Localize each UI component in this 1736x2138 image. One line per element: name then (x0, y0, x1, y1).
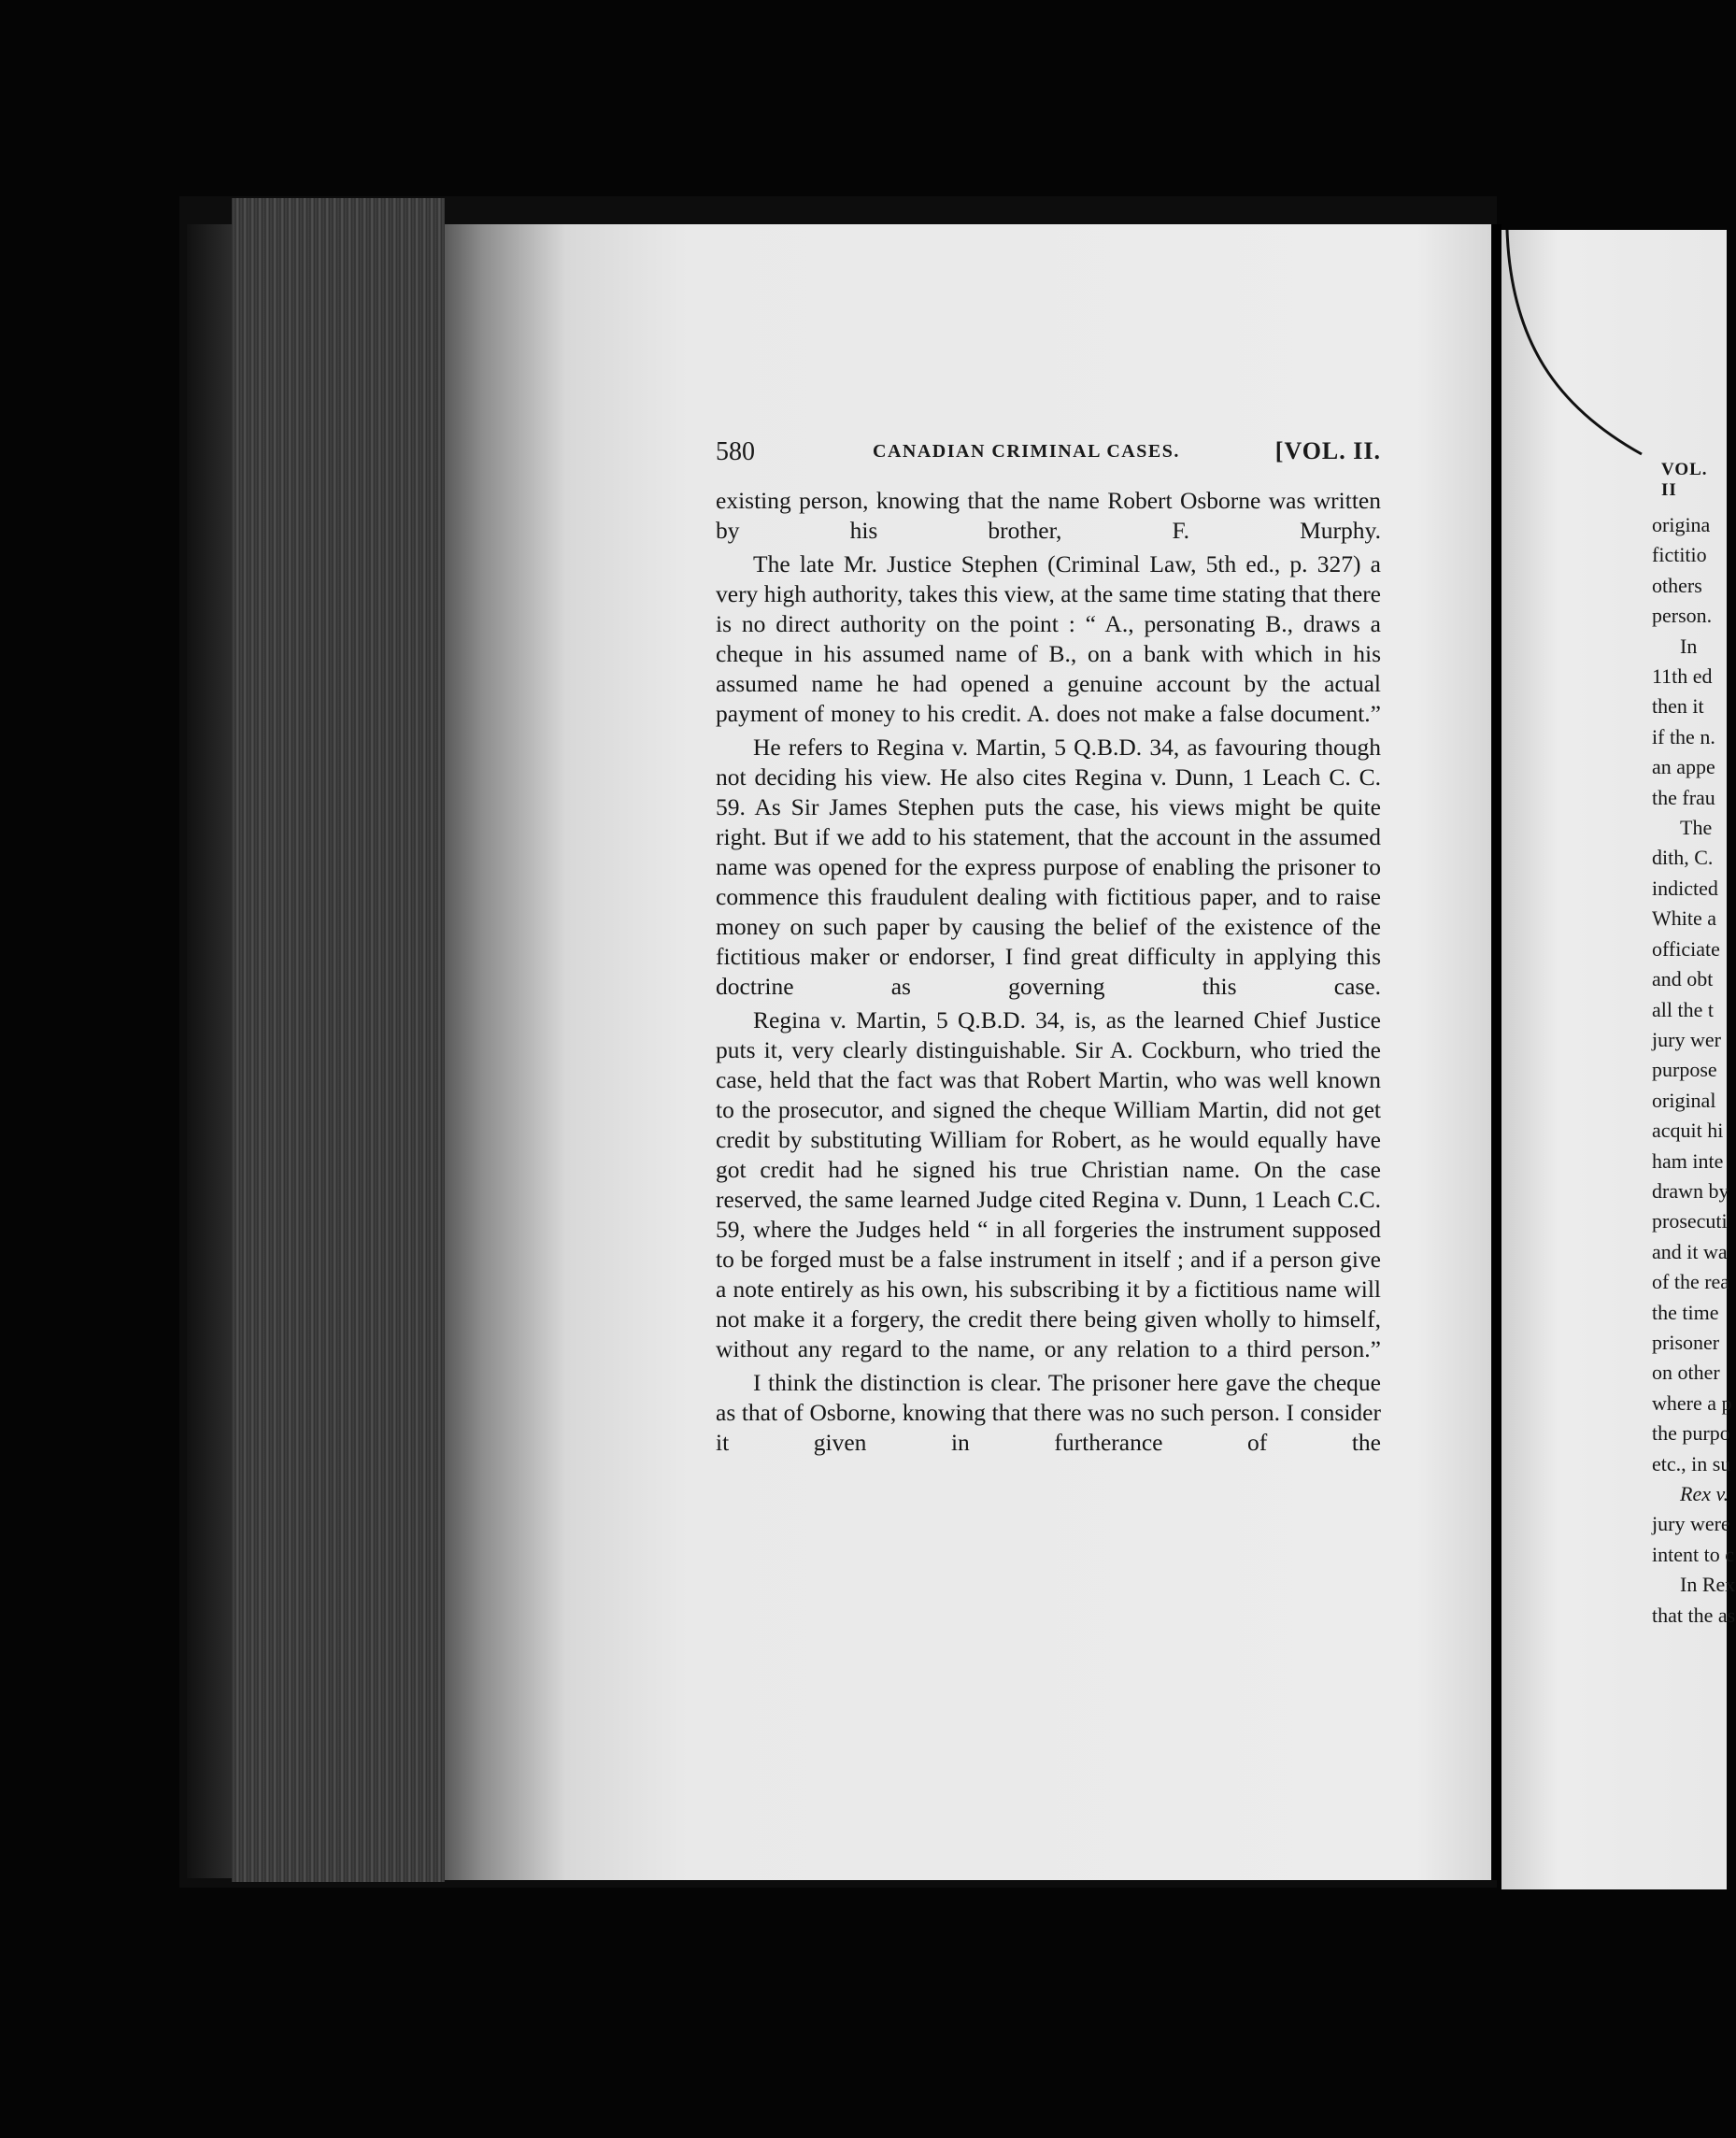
facing-line: of the rea (1652, 1270, 1730, 1294)
facing-line: and obt (1652, 967, 1714, 991)
facing-line: others (1652, 573, 1702, 597)
facing-line: the purpo (1652, 1421, 1730, 1446)
page-edges (232, 198, 445, 1882)
page-curl-line (1501, 230, 1727, 473)
facing-line: ham inte (1652, 1148, 1724, 1173)
facing-line: if the n. (1652, 724, 1715, 748)
facing-line: intent to c (1652, 1542, 1734, 1566)
facing-page-header: VOL. II (1661, 460, 1708, 500)
page-number: 580 (716, 437, 755, 466)
facing-line: acquit hi (1652, 1119, 1724, 1143)
facing-line: purpose (1652, 1058, 1717, 1082)
facing-line: fictitio (1652, 543, 1707, 567)
paragraph: He refers to Regina v. Martin, 5 Q.B.D. 34, as favouring though not deciding his view. He also cites Regina v. Dunn, 1 Leach C. C. 59. As Sir James Stephen puts the case, his views might be quite right. But if we add to his statement, that the account in the assumed name was opened for the express purpose of enabling the prisoner to commence this fraudulent dealing with fictitious paper, and to raise money on such paper by causing the belief of the existence of the fictitious maker or endorser, I find great difficulty in applying this doctrine as governing this case. (716, 734, 1381, 1000)
facing-line: The (1680, 816, 1713, 840)
facing-line: an appe (1652, 755, 1715, 779)
running-title: CANADIAN CRIMINAL CASES. (873, 441, 1180, 462)
facing-line: that the as (1652, 1603, 1736, 1627)
facing-line: officiate (1652, 936, 1720, 961)
facing-line: etc., in su (1652, 1451, 1731, 1475)
facing-line: Rex v. (1680, 1482, 1729, 1505)
facing-line: White a (1652, 906, 1717, 931)
facing-line: dith, C. (1652, 846, 1714, 870)
facing-line: on other (1652, 1361, 1720, 1385)
facing-line: all the t (1652, 997, 1714, 1021)
facing-line: prosecuti (1652, 1209, 1728, 1233)
facing-line: and it wa (1652, 1239, 1728, 1263)
paragraph: existing person, knowing that the name Robert Osborne was written by his brother, F. Murphy. (716, 487, 1381, 544)
facing-line: 11th ed (1652, 664, 1713, 689)
paragraph: Regina v. Martin, 5 Q.B.D. 34, is, as the learned Chief Justice puts it, very clearly distinguishable. Sir A. Cockburn, who tried the case, held that the fact was that Robert Martin, who was well known to the prosecutor, and signed the cheque William Martin, did not get credit by substituting William for Robert, as he would equally have got credit had he signed his true Christian name. On the case reserved, the same learned Judge cited Regina v. Dunn, 1 Leach C.C. 59, where the Judges held “ in all forgeries the instrument supposed to be forged must be a false instrument in itself ; and if a person give a note entirely as his own, his subscribing it by a fictitious name will not make it a forgery, the credit there being given wholly to himself, without any regard to the name, or any relation to a third person.” (716, 1006, 1381, 1362)
facing-line: the time (1652, 1300, 1719, 1324)
paragraph: I think the distinction is clear. The prisoner here gave the cheque as that of Osborne, knowing that there was no such person. I consider it given in furtherance of the (716, 1369, 1381, 1456)
facing-page-text (1652, 510, 1736, 1631)
book-gutter (1492, 224, 1501, 1880)
facing-line: jury were (1652, 1512, 1730, 1536)
facing-line: prisoner (1652, 1330, 1720, 1354)
facing-line: where a p (1652, 1390, 1732, 1415)
volume-label: [VOL. II. (1274, 437, 1381, 464)
running-head (716, 437, 1381, 471)
body-text (716, 486, 1381, 1458)
facing-line: then it (1652, 694, 1704, 719)
facing-line: indicted (1652, 876, 1718, 900)
paragraph: The late Mr. Justice Stephen (Criminal Law, 5th ed., p. 327) a very high authority, takes this view, at the same time stating that there is no direct authority on the point : “ A., personating B., draws a cheque in his assumed name of B., on a bank with which in his assumed name he had opened a genuine account by the actual payment of money to his credit. A. does not make a false document.” (716, 550, 1381, 727)
facing-line: original (1652, 1088, 1716, 1112)
facing-line: drawn by (1652, 1178, 1729, 1203)
facing-line: In (1680, 634, 1698, 658)
facing-line: jury wer (1652, 1027, 1721, 1051)
facing-line: origina (1652, 513, 1711, 536)
facing-line: person. (1652, 604, 1713, 628)
facing-line: the frau (1652, 785, 1715, 809)
facing-line: In Rex (1680, 1573, 1736, 1597)
